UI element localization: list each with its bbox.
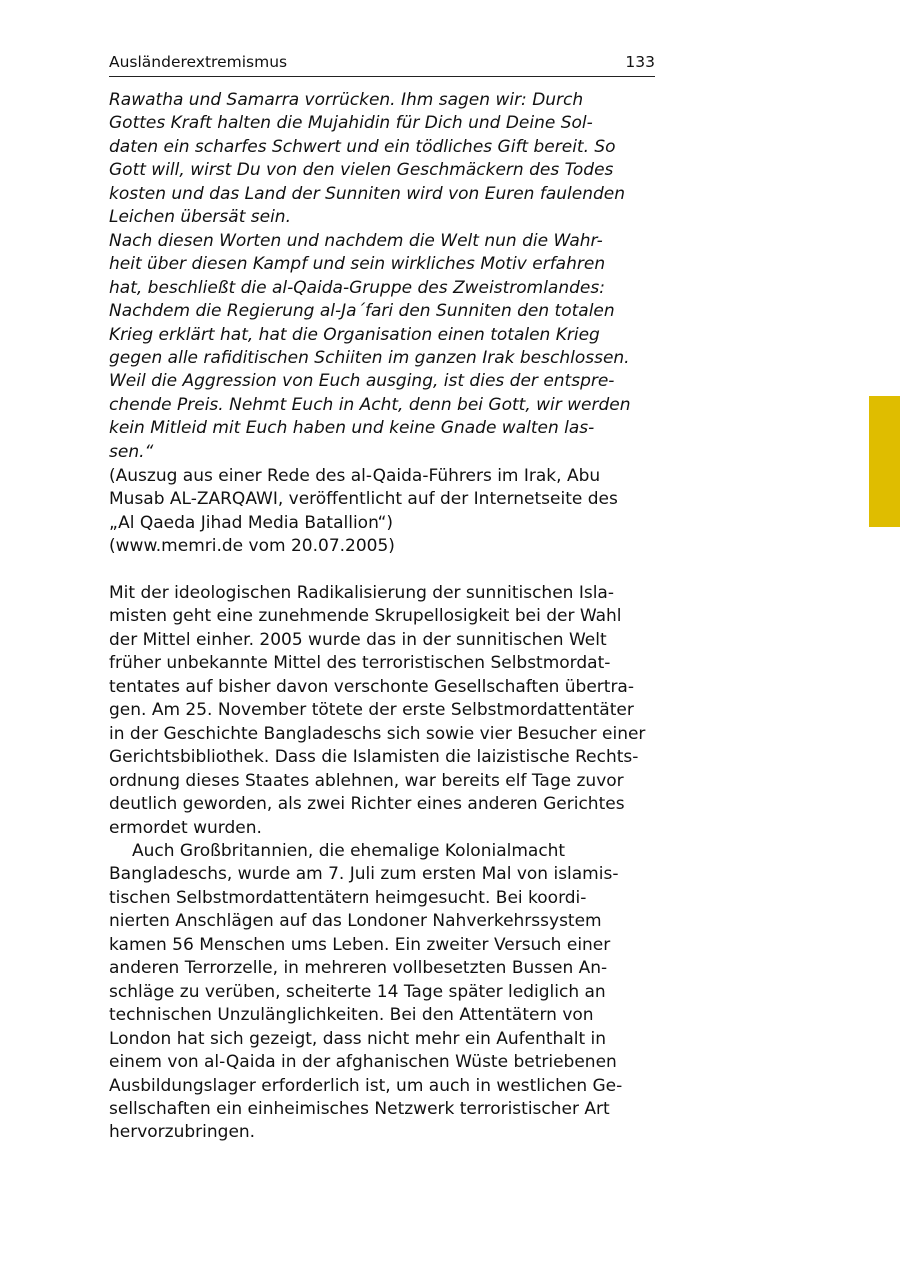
body-line: in der Geschichte Bangladeschs sich sowie vier Besucher einer <box>109 723 646 744</box>
body-line: der Mittel einher. 2005 wurde das in der sunnitischen Welt <box>109 629 607 650</box>
body-line: deutlich geworden, als zwei Richter eines anderen Gerichtes <box>109 794 625 815</box>
source-line: Musab AL-ZARQAWI, veröffentlicht auf der Internetseite des <box>109 489 618 510</box>
paragraph-2 <box>109 840 661 1145</box>
body-line: anderen Terrorzelle, in mehreren vollbesetzten Bussen An- <box>109 958 608 979</box>
source-line: „Al Qaeda Jihad Media Batallion“) <box>109 512 394 533</box>
body-line: Ausbildungslager erforderlich ist, um auch in westlichen Ge- <box>109 1075 623 1096</box>
page-number: 133 <box>625 53 655 71</box>
chapter-thumb-tab <box>869 396 900 527</box>
body-line: früher unbekannte Mittel des terroristischen Selbstmordat- <box>109 653 611 674</box>
quote-line: gegen alle rafiditischen Schiiten im ganzen Irak beschlossen. <box>109 347 630 368</box>
quote-line: heit über diesen Kampf und sein wirkliches Motiv erfahren <box>109 254 606 275</box>
quote-line: Rawatha und Samarra vorrücken. Ihm sagen wir: Durch <box>109 90 584 110</box>
quote-line: sen.“ <box>109 441 154 462</box>
body-line: hervorzubringen. <box>109 1122 256 1143</box>
quote-line: Leichen übersät sein. <box>109 207 291 228</box>
body-line: kamen 56 Menschen ums Leben. Ein zweiter Versuch einer <box>109 934 611 955</box>
paragraph-1 <box>109 582 661 840</box>
source-line: (www.memri.de vom 20.07.2005) <box>109 536 395 557</box>
body-line: schläge zu verüben, scheiterte 14 Tage später lediglich an <box>109 981 606 1002</box>
quote-line: daten ein scharfes Schwert und ein tödliches Gift bereit. So <box>109 136 616 157</box>
quote-line: Krieg erklärt hat, hat die Organisation einen totalen Krieg <box>109 324 600 345</box>
quote-line: Gott will, wirst Du von den vielen Geschmäckern des Todes <box>109 160 614 181</box>
body-line: misten geht eine zunehmende Skrupellosigkeit bei der Wahl <box>109 606 622 627</box>
body-line: London hat sich gezeigt, dass nicht mehr ein Aufenthalt in <box>109 1028 607 1049</box>
body-line: einem von al-Qaida in der afghanischen Wüste betriebenen <box>109 1052 617 1073</box>
quote-line: Nach diesen Worten und nachdem die Welt nun die Wahr- <box>109 230 603 251</box>
quote-line: kosten und das Land der Sunniten wird von Euren faulenden <box>109 183 626 204</box>
body-line: tischen Selbstmordattentätern heimgesucht. Bei koordi- <box>109 887 587 908</box>
body-line: nierten Anschlägen auf das Londoner Nahverkehrssystem <box>109 911 602 932</box>
body-line: technischen Unzulänglichkeiten. Bei den Attentätern von <box>109 1005 594 1026</box>
body-line: gen. Am 25. November tötete der erste Selbstmordattentäter <box>109 700 634 721</box>
body-line: ordnung dieses Staates ablehnen, war bereits elf Tage zuvor <box>109 770 624 791</box>
quote-line: Nachdem die Regierung al-Ja´fari den Sunniten den totalen <box>109 301 615 322</box>
source-line: (Auszug aus einer Rede des al-Qaida-Führers im Irak, Abu <box>109 466 601 486</box>
quote-source <box>109 465 661 559</box>
body-line: tentates auf bisher davon verschonte Gesellschaften übertra- <box>109 676 634 697</box>
quote-block <box>109 89 661 464</box>
body-line: Auch Großbritannien, die ehemalige Kolonialmacht <box>132 840 566 861</box>
body-line: Mit der ideologischen Radikalisierung der sunnitischen Isla- <box>109 583 614 603</box>
body-text <box>109 582 661 1145</box>
quote-line: Weil die Aggression von Euch ausging, ist dies der entspre- <box>109 371 615 392</box>
quote-line: hat, beschließt die al-Qaida-Gruppe des Zweistromlandes: <box>109 277 605 298</box>
quote-line: kein Mitleid mit Euch haben und keine Gnade walten las- <box>109 418 595 439</box>
body-line: Bangladeschs, wurde am 7. Juli zum ersten Mal von islamis- <box>109 864 619 885</box>
body-line: ermordet wurden. <box>109 817 262 838</box>
quote-line: chende Preis. Nehmt Euch in Acht, denn bei Gott, wir werden <box>109 394 631 415</box>
body-line: Gerichtsbibliothek. Dass die Islamisten die laizistische Rechts- <box>109 747 639 768</box>
body-line: sellschaften ein einheimisches Netzwerk terroristischer Art <box>109 1098 610 1119</box>
running-header <box>109 50 655 77</box>
quote-line: Gottes Kraft halten die Mujahidin für Dich und Deine Sol- <box>109 113 593 134</box>
chapter-title: Ausländerextremismus <box>109 53 288 71</box>
